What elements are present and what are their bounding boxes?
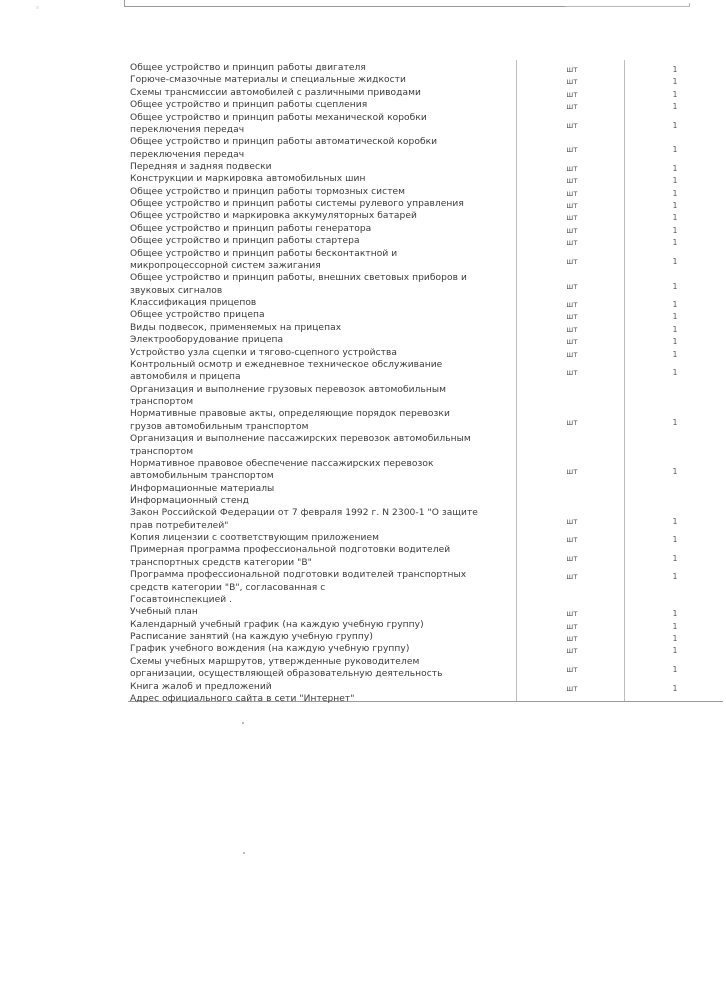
table-row-text: Общее устройство и принцип работы механической коробки	[130, 112, 427, 123]
table-row-text: Общее устройство и принцип работы стартера	[130, 236, 360, 247]
table-row-text: Общее устройство и принцип работы бесконтактной и	[130, 248, 398, 259]
table-row-unit: шт	[566, 312, 578, 322]
table-row-text: Конструкции и маркировка автомобильных шин	[130, 174, 366, 185]
table-row-text: средств категории "B", согласованная с	[130, 582, 326, 593]
table-row-unit: шт	[566, 120, 578, 130]
table-row-unit: шт	[566, 609, 578, 619]
table-row-text: транспортом	[130, 446, 194, 457]
table-row-text: Горюче-смазочные материалы и специальные жидкости	[130, 75, 406, 86]
table-row-qty: 1	[672, 256, 678, 266]
table-row-text: График учебного вождения (на каждую учебную группу)	[130, 644, 410, 655]
table-row-unit: шт	[566, 324, 578, 334]
table-row-text: организации, осуществляющей образовательную деятельность	[130, 669, 443, 680]
table-row-qty: 1	[672, 164, 678, 173]
table-row-qty: 1	[672, 621, 678, 631]
table-row-unit: шт	[566, 188, 578, 198]
table-row-text: микропроцессорной систем зажигания	[130, 260, 321, 271]
table-row-unit: шт	[566, 164, 578, 173]
table-row-text: переключения передач	[130, 124, 245, 135]
table-row-text: Устройство узла сцепки и тягово-сцепного устройства	[130, 347, 398, 358]
table-row-text: Схемы трансмиссии автомобилей с различными приводами	[130, 87, 422, 98]
column-divider-unit	[516, 60, 517, 702]
table-row-unit: шт	[566, 201, 578, 211]
table-row-text: Программа профессиональной подготовки водителей транспортных	[130, 570, 467, 581]
table-row-unit: шт	[566, 417, 578, 427]
table-row-qty: 1	[672, 77, 678, 87]
table-row-text: Схемы учебных маршрутов, утвержденные руководителем	[130, 656, 420, 667]
table-row-text: Общее устройство прицепа	[130, 310, 265, 321]
table-row-unit: шт	[566, 553, 578, 563]
table-row-unit: шт	[566, 337, 578, 347]
table-row-qty: 1	[672, 572, 678, 582]
table-row-qty: 1	[672, 201, 678, 211]
table-row-qty: 1	[672, 145, 678, 155]
table-row-unit: шт	[566, 238, 578, 248]
table-row-text: Календарный учебный график (на каждую учебную группу)	[130, 619, 424, 630]
table-row-text: Расписание занятий (на каждую учебную группу)	[130, 632, 373, 642]
table-row-unit: шт	[566, 256, 578, 266]
table-row-text: Учебный план	[130, 607, 198, 618]
table-row-text: автомобиля и прицепа	[130, 372, 241, 383]
table-row-text: транспортом	[130, 397, 194, 407]
table-row-qty: 1	[672, 467, 678, 476]
table-row-text: Информационный стенд	[130, 495, 249, 506]
table-row-qty: 1	[672, 337, 678, 347]
table-row-unit: шт	[566, 225, 578, 235]
table-row-text: прав потребителей"	[130, 520, 229, 531]
table-row-qty: 1	[672, 281, 678, 291]
table-row-text: Общее устройство и принцип работы сцепления	[130, 100, 368, 111]
previous-table-bottom-border	[124, 0, 570, 7]
table-row-unit: шт	[566, 89, 578, 99]
table-row-unit: шт	[566, 102, 578, 112]
table-row-text: Общее устройство и принцип работы, внешних световых приборов и	[130, 273, 467, 284]
table-row-text: Электрооборудование прицепа	[130, 335, 284, 346]
table-row-unit: шт	[566, 300, 578, 309]
previous-table-bottom-border-right	[565, 3, 690, 7]
table-row-qty: 1	[672, 516, 678, 526]
table-row-qty: 1	[672, 535, 678, 545]
table-row-unit: шт	[566, 467, 578, 476]
table-row-text: автомобильным транспортом	[130, 471, 274, 482]
table-row-qty: 1	[672, 664, 678, 674]
table-row-text: Контрольный осмотр и ежедневное техническое обслуживание	[130, 359, 443, 370]
table-row-text: Общее устройство и принцип работы двигателя	[130, 63, 366, 73]
table-row-text: Общее устройство и принцип работы автоматической коробки	[130, 137, 438, 148]
table-row-qty: 1	[672, 417, 678, 427]
table-row-text: Книга жалоб и предложений	[130, 681, 272, 692]
table-row-unit: шт	[566, 621, 578, 631]
table-row-qty: 1	[672, 683, 678, 693]
table-row-qty: 1	[672, 300, 678, 309]
table-row-unit: шт	[566, 572, 578, 582]
table-row-text: грузов автомобильным транспортом	[130, 421, 309, 432]
table-row-text: транспортных средств категории "B"	[130, 557, 312, 568]
table-row-qty: 1	[672, 646, 678, 656]
table-row-text: Информационные материалы	[130, 483, 275, 494]
scan-speck	[243, 852, 245, 854]
table-row-unit: шт	[566, 683, 578, 693]
table-row-text: Нормативное правовое обеспечение пассажирских перевозок	[130, 458, 434, 469]
table-row-unit: шт	[566, 368, 578, 378]
table-row-qty: 1	[672, 634, 678, 643]
table-row-qty: 1	[672, 176, 678, 186]
table-row-qty: 1	[672, 102, 678, 112]
scan-speck	[36, 6, 39, 9]
table-row-unit: шт	[566, 145, 578, 155]
table-row-text: Виды подвесок, применяемых на прицепах	[130, 322, 342, 333]
table-row-unit: шт	[566, 349, 578, 359]
table-row-qty: 1	[672, 238, 678, 248]
table-row-text: Классификация прицепов	[130, 298, 257, 308]
table-row-qty: 1	[672, 120, 678, 130]
table-row-text: Нормативные правовые акты, определяющие порядок перевозки	[130, 409, 450, 420]
column-divider-qty	[624, 60, 625, 702]
scan-speck	[242, 722, 244, 724]
table-row-text: Примерная программа профессиональной подготовки водителей	[130, 545, 451, 556]
table-row-qty: 1	[672, 609, 678, 619]
table-row-text: Общее устройство и принцип работы тормозных систем	[130, 186, 406, 197]
table-row-unit: шт	[566, 646, 578, 656]
table-row-qty: 1	[672, 553, 678, 563]
table-row-qty: 1	[672, 225, 678, 235]
table-row-text: Организация и выполнение грузовых перевозок автомобильным	[130, 384, 447, 395]
table-row-qty: 1	[672, 188, 678, 198]
table-row-qty: 1	[672, 349, 678, 359]
table-row-text: Общее устройство и маркировка аккумуляторных батарей	[130, 211, 417, 222]
table-row-text: Общее устройство и принцип работы системы рулевого управления	[130, 199, 464, 210]
table-row-text: Копия лицензии с соответствующим приложением	[130, 533, 380, 544]
table-row-text: звуковых сигналов	[130, 285, 223, 296]
table-row-unit: шт	[566, 281, 578, 291]
table-row-text: Адрес официального сайта в сети "Интернет"	[130, 693, 355, 704]
table-row-qty: 1	[672, 213, 678, 223]
table-row-text: Организация и выполнение пассажирских перевозок автомобильным	[130, 434, 471, 445]
table-row-text: переключения передач	[130, 149, 245, 160]
table-row-unit: шт	[566, 213, 578, 223]
table-row-unit: шт	[566, 634, 578, 643]
table-row-qty: 1	[672, 312, 678, 322]
table-row-text: Передняя и задняя подвески	[130, 162, 272, 172]
table-row-qty: 1	[672, 65, 678, 74]
table-row-text: Госавтоинспекцией .	[130, 594, 233, 605]
table-row-qty: 1	[672, 324, 678, 334]
table-row-unit: шт	[566, 535, 578, 545]
table-row-unit: шт	[566, 176, 578, 186]
table-row-qty: 1	[672, 368, 678, 378]
table-row-qty: 1	[672, 89, 678, 99]
table-row-text: Общее устройство и принцип работы генератора	[130, 223, 372, 234]
table-row-unit: шт	[566, 516, 578, 526]
table-row-unit: шт	[566, 77, 578, 87]
table-row-unit: шт	[566, 664, 578, 674]
table-row-text: Закон Российской Федерации от 7 февраля 1992 г. N 2300-1 "О защите	[130, 508, 478, 519]
table-row-unit: шт	[566, 65, 578, 74]
